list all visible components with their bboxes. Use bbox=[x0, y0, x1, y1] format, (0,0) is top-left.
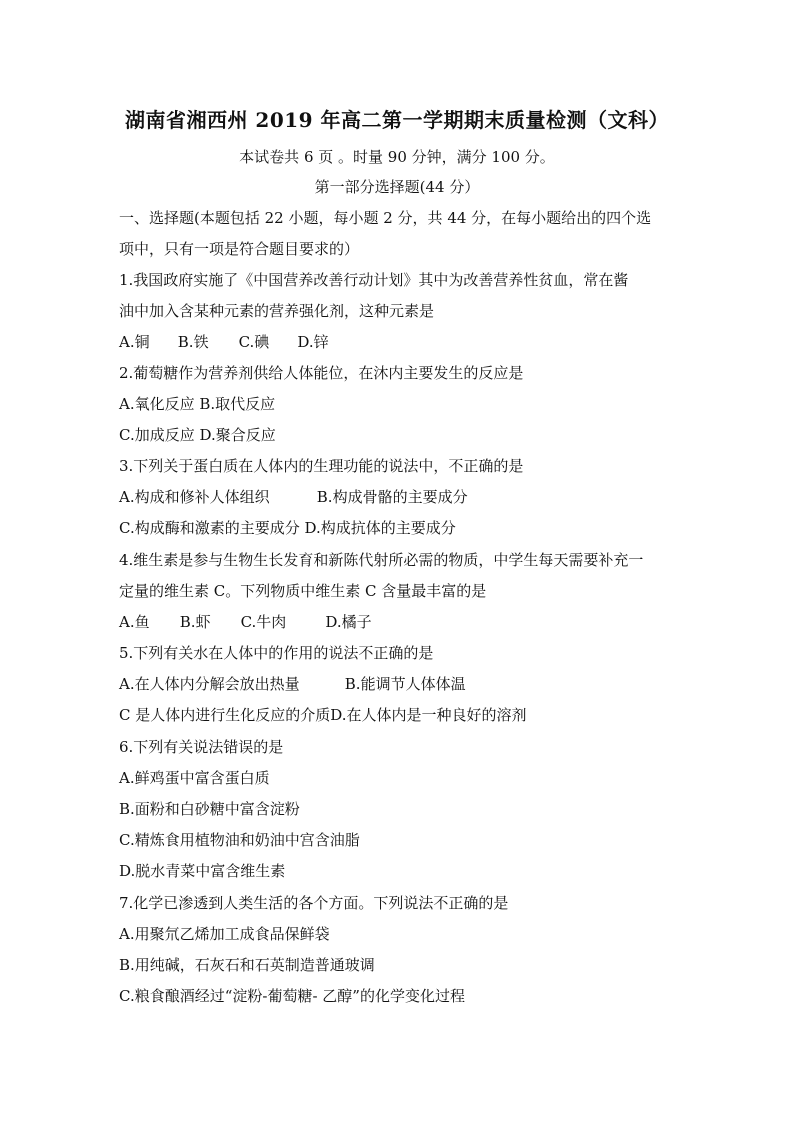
section-intro-line-1: 一、选择题(本题包括 22 小题，每小题 2 分，共 44 分，在每小题给出的四个选 bbox=[119, 209, 652, 227]
q4-options bbox=[119, 611, 679, 632]
q5-stem: 5.下列有关水在人体中的作用的说法不正确的是 bbox=[119, 644, 434, 662]
q4-option-b: B.虾 bbox=[179, 613, 211, 631]
q6-option-c: C.精炼食用植物油和奶油中宫含油脂 bbox=[119, 831, 360, 849]
q2-options-row-2: C.加成反应 D.聚合反应 bbox=[119, 426, 276, 444]
q6-stem: 6.下列有关说法错误的是 bbox=[119, 738, 284, 756]
q6-option-d: D.脱水青菜中富含维生素 bbox=[119, 862, 286, 880]
q3-options-row-2: C.构成酶和激素的主要成分 D.构成抗体的主要成分 bbox=[119, 519, 456, 537]
q2-stem: 2.葡萄糖作为营养剂供给人体能位，在沐内主要发生的反应是 bbox=[119, 364, 524, 382]
q3-option-b: B.构成骨骼的主要成分 bbox=[316, 488, 468, 506]
q5-options-row-1 bbox=[119, 673, 679, 694]
q7-option-b: B.用纯碱，石灰石和石英制造普通玻调 bbox=[119, 956, 375, 974]
q5-option-b: B.能调节人体体温 bbox=[344, 675, 466, 693]
q5-option-a: A.在人体内分解会放出热量 bbox=[119, 675, 300, 693]
q7-option-a: A.用聚氘乙烯加工成食品保鲜袋 bbox=[119, 925, 330, 943]
part-heading: 第一部分选择题(44 分） bbox=[314, 178, 480, 196]
q1-stem-line-2: 油中加入含某种元素的营养强化剂，这种元素是 bbox=[119, 302, 435, 320]
q5-options-row-2: C 是人体内进行生化反应的介质D.在人体内是一种良好的溶剂 bbox=[119, 706, 527, 724]
q6-option-a: A.鲜鸡蛋中富含蛋白质 bbox=[119, 769, 270, 787]
q1-option-d: D.锌 bbox=[297, 333, 329, 351]
q1-option-c: C.碘 bbox=[238, 333, 270, 351]
q4-stem-line-1: 4.维生素是参与生物生长发育和新陈代射所必需的物质，中学生每天需要补充一 bbox=[119, 551, 644, 569]
exam-title: 湖南省湘西州 2019 年高二第一学期期末质量检测（文科） bbox=[124, 108, 670, 132]
exam-info: 本试卷共 6 页 。时量 90 分钟，满分 100 分。 bbox=[239, 148, 555, 166]
q3-options-row-1 bbox=[119, 486, 679, 507]
q7-stem: 7.化学已渗透到人类生活的各个方面。下列说法不正确的是 bbox=[119, 894, 509, 912]
q7-option-c: C.粮食酿酒经过“淀粉-葡萄糖- 乙醇”的化学变化过程 bbox=[119, 987, 465, 1005]
q4-stem-line-2: 定量的维生素 C。下列物质中维生素 C 含量最丰富的是 bbox=[119, 582, 487, 600]
q1-option-a: A.铜 bbox=[119, 333, 150, 351]
q1-options bbox=[119, 331, 679, 352]
q1-stem-line-1: 1.我国政府实施了《中国营养改善行动计划》其中为改善营养性贫血，常在酱 bbox=[119, 271, 629, 289]
q4-option-d: D.橘子 bbox=[325, 613, 372, 631]
section-intro-line-2: 项中，只有一项是符合题目要求的） bbox=[119, 240, 360, 258]
q3-stem: 3.下列关于蛋白质在人体内的生理功能的说法中，不正确的是 bbox=[119, 457, 524, 475]
q4-option-c: C.牛肉 bbox=[240, 613, 287, 631]
q2-options-row-1: A.氧化反应 B.取代反应 bbox=[119, 395, 276, 413]
q3-option-a: A.构成和修补人体组织 bbox=[119, 488, 270, 506]
q4-option-a: A.鱼 bbox=[119, 613, 150, 631]
q6-option-b: B.面粉和白砂糖中富含淀粉 bbox=[119, 800, 300, 818]
q1-option-b: B.铁 bbox=[177, 333, 209, 351]
